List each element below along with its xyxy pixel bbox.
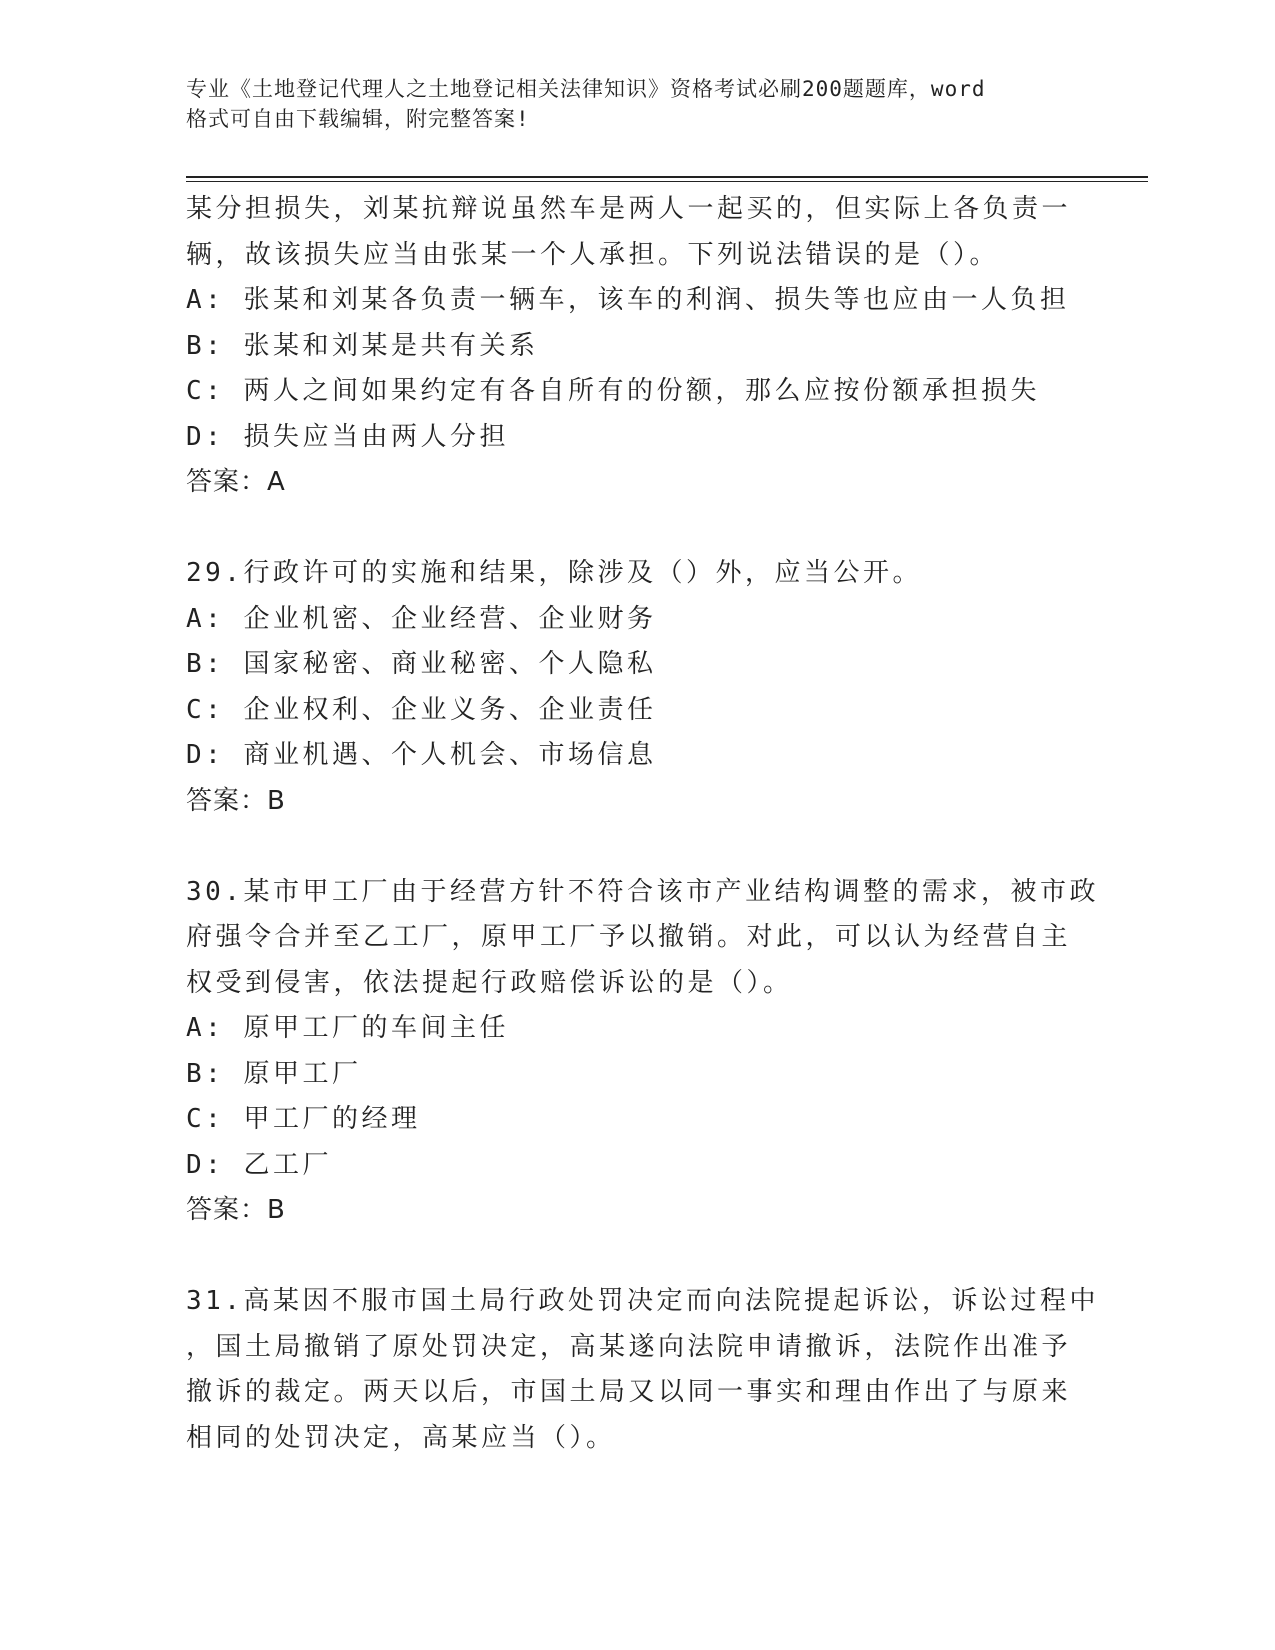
question-text-line: ，国土局撤销了原处罚决定，高某遂向法院申请撤诉，法院作出准予 bbox=[186, 1331, 1072, 1362]
option-d: D: 损失应当由两人分担 bbox=[186, 421, 509, 452]
spacer bbox=[186, 824, 1106, 870]
option-c: C: 企业权利、企业义务、企业责任 bbox=[186, 694, 657, 725]
answer-line: 答案：B bbox=[186, 785, 286, 816]
question-31 bbox=[186, 1279, 1106, 1461]
question-text-line: 29.行政许可的实施和结果，除涉及（）外，应当公开。 bbox=[186, 558, 922, 588]
question-30 bbox=[186, 870, 1106, 1234]
question-29 bbox=[186, 551, 1106, 824]
question-text-line: 31.高某因不服市国土局行政处罚决定而向法院提起诉讼，诉讼过程中 bbox=[186, 1286, 1099, 1316]
question-text-line: 撤诉的裁定。两天以后，市国土局又以同一事实和理由作出了与原来 bbox=[186, 1377, 1072, 1407]
question-text-line: 30.某市甲工厂由于经营方针不符合该市产业结构调整的需求，被市政 bbox=[186, 876, 1099, 907]
question-28-continued bbox=[186, 187, 1106, 506]
answer-line: 答案：B bbox=[186, 1195, 286, 1225]
header-title-line-2: 格式可自由下载编辑，附完整答案! bbox=[186, 107, 530, 131]
option-a: A: 原甲工厂的车间主任 bbox=[186, 1013, 509, 1043]
spacer bbox=[186, 506, 1106, 552]
option-b: B: 国家秘密、商业秘密、个人隐私 bbox=[186, 649, 657, 679]
option-d: D: 乙工厂 bbox=[186, 1149, 332, 1180]
option-d: D: 商业机遇、个人机会、市场信息 bbox=[186, 740, 657, 770]
header-divider bbox=[186, 176, 1148, 182]
option-b: B: 张某和刘某是共有关系 bbox=[186, 330, 539, 361]
question-text-line: 某分担损失，刘某抗辩说虽然车是两人一起买的，但实际上各负责一 bbox=[186, 194, 1072, 224]
option-c: C: 两人之间如果约定有各自所有的份额，那么应按份额承担损失 bbox=[186, 376, 1040, 406]
question-content bbox=[186, 187, 1106, 1461]
question-text-line: 府强令合并至乙工厂，原甲工厂予以撤销。对此，可以认为经营自主 bbox=[186, 922, 1072, 952]
option-b: B: 原甲工厂 bbox=[186, 1058, 362, 1089]
option-a: A: 张某和刘某各负责一辆车，该车的利润、损失等也应由一人负担 bbox=[186, 285, 1070, 315]
question-text-line: 权受到侵害，依法提起行政赔偿诉讼的是（）。 bbox=[186, 967, 793, 998]
question-text-line: 辆，故该损失应当由张某一个人承担。下列说法错误的是（）。 bbox=[186, 239, 1000, 270]
question-text-line: 相同的处罚决定，高某应当（）。 bbox=[186, 1422, 616, 1453]
page-header bbox=[186, 74, 1086, 134]
option-a: A: 企业机密、企业经营、企业财务 bbox=[186, 603, 657, 634]
spacer bbox=[186, 1234, 1106, 1280]
option-c: C: 甲工厂的经理 bbox=[186, 1104, 421, 1134]
answer-line: 答案：A bbox=[186, 467, 286, 497]
header-title-line-1: 专业《土地登记代理人之土地登记相关法律知识》资格考试必刷200题题库，word bbox=[186, 77, 986, 101]
